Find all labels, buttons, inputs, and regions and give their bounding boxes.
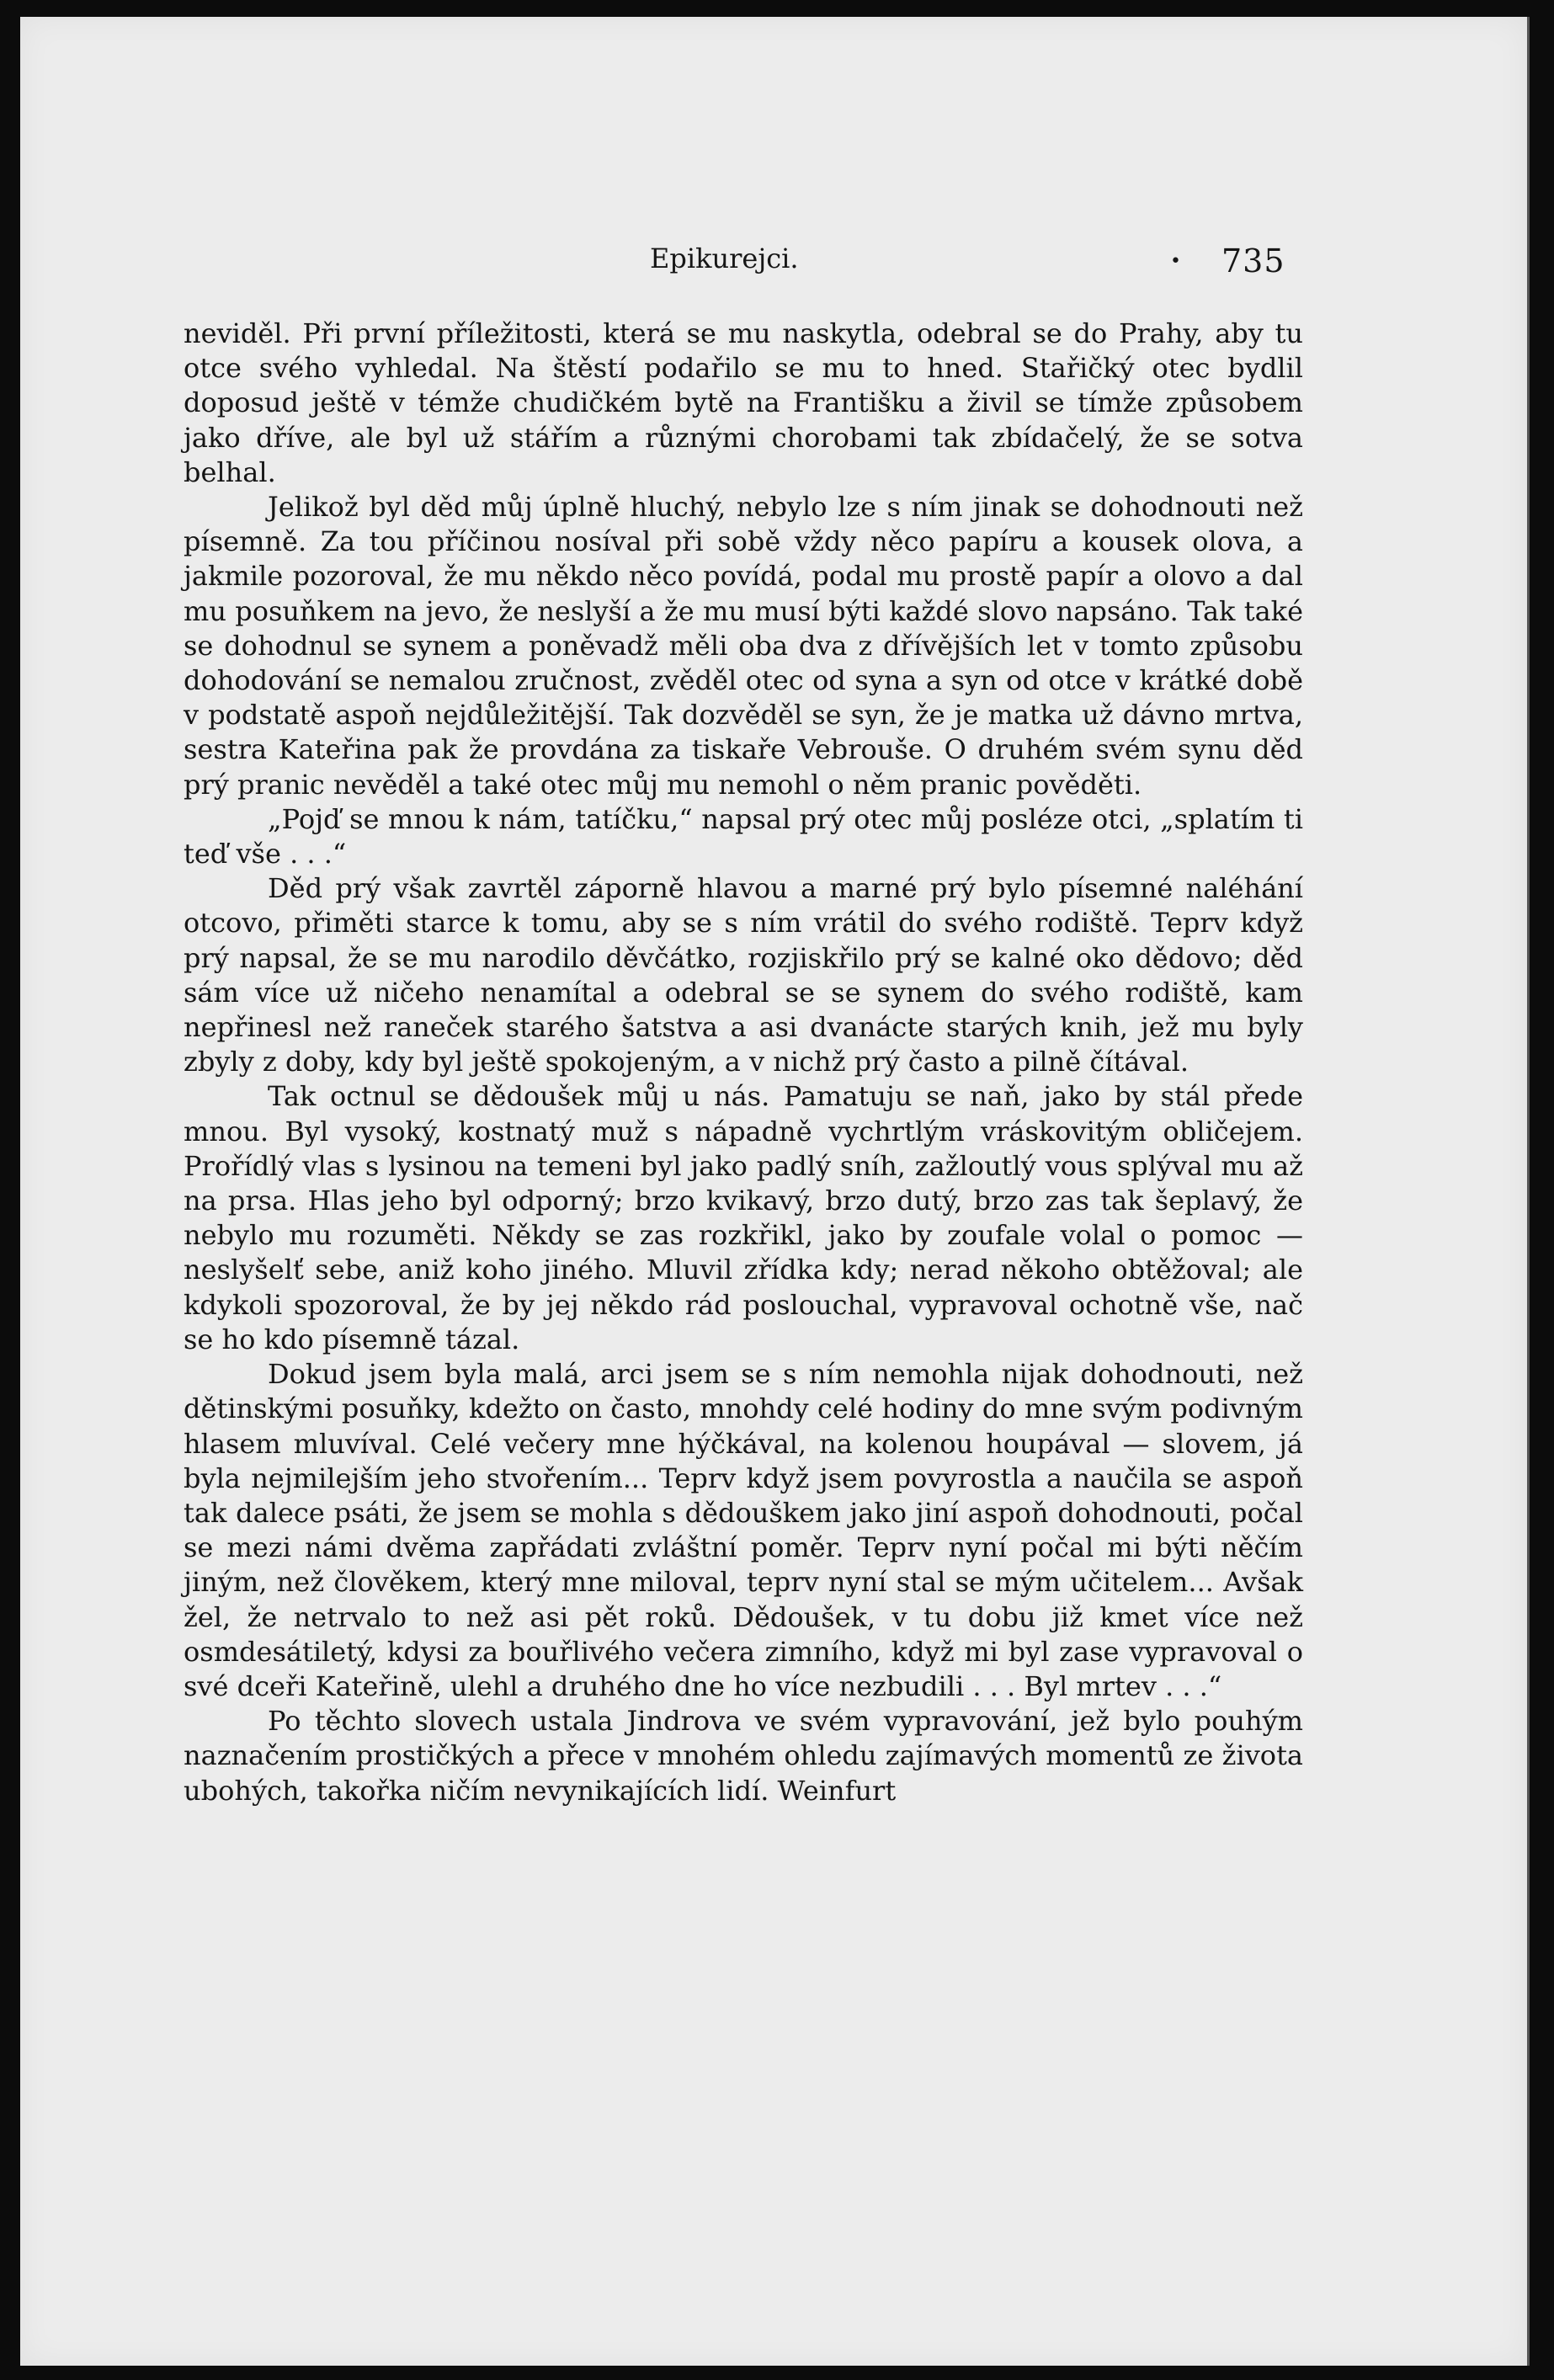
header-mark: • bbox=[1170, 251, 1181, 272]
paragraph: neviděl. Při první příležitosti, která se mu naskytla, odebral se do Prahy, aby tu otce svého vyhledal. Na štěstí podařilo se mu to hned. Stařičký otec bydlil doposud ještě v témže chudičkém bytě na Františku a živil se tímže způsobem jako dříve, ale byl už stářím a různými chorobami tak zbídačelý, že se sotva belhal. bbox=[184, 317, 1303, 488]
paragraph: Jelikož byl děd můj úplně hluchý, nebylo lze s ním jinak se dohodnouti než písemně. Za tou příčinou nosíval při sobě vždy něco papíru a kousek olova, a jakmile pozoroval, že mu někdo něco povídá, podal mu prostě papír a olovo a dal mu posuňkem na jevo, že neslyší a že mu musí býti každé slovo napsáno. Tak také se dohodnul se synem a poněvadž měli oba dva z dřívějších let v tomto způsobu dohodování se nemalou zručnost, zvěděl otec od syna a syn od otce v krátké době v podstatě aspoň nejdůležitější. Tak dozvěděl se syn, že je matka už dávno mrtva, sestra Kateřina pak že provdána za tiskaře Vebrouše. O druhém svém synu děd prý pranic nevěděl a také otec můj mu nemohl o něm pranic pověděti. bbox=[184, 491, 1303, 801]
book-page bbox=[20, 17, 1530, 2366]
paragraph: „Pojď se mnou k nám, tatíčku,“ napsal prý otec můj posléze otci, „splatím ti teď vše . . .“ bbox=[184, 802, 1303, 871]
body-text bbox=[184, 317, 1303, 1808]
paragraph: Děd prý však zavrtěl záporně hlavou a marné prý bylo písemné naléhání otcovo, přiměti starce k tomu, aby se s ním vrátil do svého rodiště. Teprv když prý napsal, že se mu narodilo děvčátko, rozjiskřilo prý se kalné oko dědovo; děd sám více už ničeho nenamítal a odebral se se synem do svého rodiště, kam nepřinesl než raneček starého šatstva a asi dvanácte starých knih, jež mu byly zbyly z doby, kdy byl ještě spokojeným, a v nichž prý často a pilně čítával. bbox=[184, 872, 1303, 1078]
page-number: 735 bbox=[1221, 242, 1285, 280]
paragraph: Tak octnul se dědoušek můj u nás. Pamatuju se naň, jako by stál přede mnou. Byl vysoký, kostnatý muž s nápadně vychrtlým vráskovitým obličejem. Prořídlý vlas s lysinou na temeni byl jako padlý sníh, zažloutlý vous splýval mu až na prsa. Hlas jeho byl odporný; brzo kvikavý, brzo dutý, brzo zas tak šeplavý, že nebylo mu rozuměti. Někdy se zas rozkřikl, jako by zoufale volal o pomoc — neslyšelť sebe, aniž koho jiného. Mluvil zřídka kdy; nerad někoho obtěžoval; ale kdykoli spozoroval, že by jej někdo rád poslouchal, vypravoval ochotně vše, nač se ho kdo písemně tázal. bbox=[184, 1080, 1303, 1355]
paragraph: Dokud jsem byla malá, arci jsem se s ním nemohla nijak dohodnouti, než dětinskými posuňky, kdežto on často, mnohdy celé hodiny do mne svým podivným hlasem mluvíval. Celé večery mne hýčkával, na kolenou houpával — slovem, já byla nejmilejším jeho stvořením... Teprv když jsem povyrostla a naučila se aspoň tak dalece psáti, že jsem se mohla s dědouškem jako jiní aspoň dohodnouti, počal se mezi námi dvěma zapřádati zvláštní poměr. Teprv nyní počal mi býti něčím jiným, než člověkem, který mne miloval, teprv nyní stal se mým učitelem... Avšak žel, že netrvalo to než asi pět roků. Dědoušek, v tu dobu již kmet více než osmdesátiletý, kdysi za bouřlivého večera zimního, když mi byl zase vypravoval o své dceři Kateřině, ulehl a druhého dne ho více nezbudili . . . Byl mrtev . . .“ bbox=[184, 1358, 1303, 1702]
page-header bbox=[20, 242, 1527, 280]
running-title: Epikurejci. bbox=[650, 242, 799, 274]
paragraph: Po těchto slovech ustala Jindrova ve svém vypravování, jež bylo pouhým naznačením prostičkých a přece v mnohém ohledu zajímavých momentů ze života ubohých, takořka ničím nevynikajících lidí. Weinfurt bbox=[184, 1705, 1303, 1807]
